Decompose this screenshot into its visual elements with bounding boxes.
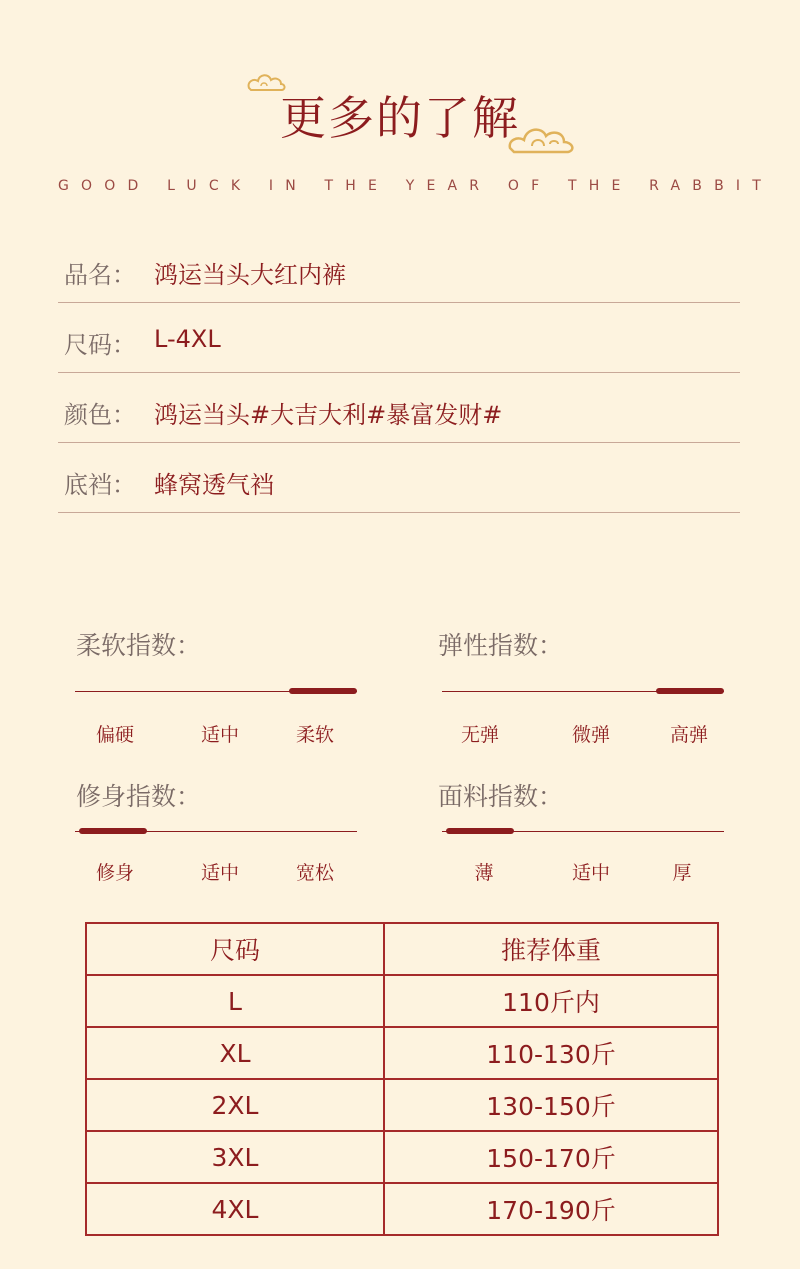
index-tick-label: 宽松	[295, 862, 334, 884]
table-row	[86, 1027, 718, 1079]
index-tick-label: 偏硬	[95, 724, 134, 746]
info-label: 颜色：	[64, 401, 136, 429]
size-cell: 4XL	[86, 1183, 384, 1235]
table-header-row	[86, 923, 718, 975]
info-row-color	[58, 373, 740, 443]
weight-cell: 110斤内	[384, 975, 718, 1027]
table-row	[86, 1131, 718, 1183]
fit-index-title: 修身指数：	[76, 782, 202, 811]
fabric-index-title: 面料指数：	[438, 782, 564, 811]
index-tick-label: 微弹	[571, 724, 610, 746]
table-header-cell: 推荐体重	[384, 923, 718, 975]
fabric-index-track	[442, 831, 724, 832]
weight-cell: 130-150斤	[384, 1079, 718, 1131]
info-label: 尺码：	[64, 331, 136, 359]
size-weight-table	[85, 922, 719, 1236]
index-tick-label: 修身	[95, 862, 134, 884]
info-value: 鸿运当头大红内裤	[154, 261, 346, 289]
info-row-gusset	[58, 443, 740, 513]
info-value: 鸿运当头#大吉大利#暴富发财#	[154, 401, 503, 429]
index-tick-label: 厚	[672, 862, 692, 884]
info-value: 蜂窝透气裆	[154, 471, 274, 499]
page-subtitle: GOOD LUCK IN THE YEAR OF THE RABBIT	[58, 178, 773, 194]
fit-index-marker	[79, 828, 147, 834]
weight-cell: 170-190斤	[384, 1183, 718, 1235]
size-cell: 3XL	[86, 1131, 384, 1183]
softness-index-marker	[289, 688, 357, 694]
index-tick-label: 高弹	[669, 724, 708, 746]
index-tick-label: 薄	[474, 862, 494, 884]
elasticity-index-title: 弹性指数：	[438, 631, 564, 660]
table-row	[86, 1079, 718, 1131]
index-tick-label: 适中	[571, 862, 610, 884]
info-label: 品名：	[64, 261, 136, 289]
softness-index-title: 柔软指数：	[76, 631, 202, 660]
table-header-cell: 尺码	[86, 923, 384, 975]
elasticity-index-track	[442, 691, 724, 692]
cloud-ornament-icon	[506, 118, 578, 158]
size-cell: L	[86, 975, 384, 1027]
page-title: 更多的了解	[280, 91, 520, 145]
weight-cell: 150-170斤	[384, 1131, 718, 1183]
fit-index-track	[75, 831, 357, 832]
size-cell: 2XL	[86, 1079, 384, 1131]
table-row	[86, 975, 718, 1027]
index-tick-label: 适中	[200, 862, 239, 884]
info-value: L-4XL	[154, 325, 221, 353]
weight-cell: 110-130斤	[384, 1027, 718, 1079]
elasticity-index-marker	[656, 688, 724, 694]
info-row-name	[58, 233, 740, 303]
softness-index-track	[75, 691, 357, 692]
index-tick-label: 适中	[200, 724, 239, 746]
index-tick-label: 柔软	[295, 724, 334, 746]
table-row	[86, 1183, 718, 1235]
info-row-size	[58, 303, 740, 373]
size-cell: XL	[86, 1027, 384, 1079]
fabric-index-marker	[446, 828, 514, 834]
index-tick-label: 无弹	[460, 724, 499, 746]
info-label: 底裆：	[64, 471, 136, 499]
